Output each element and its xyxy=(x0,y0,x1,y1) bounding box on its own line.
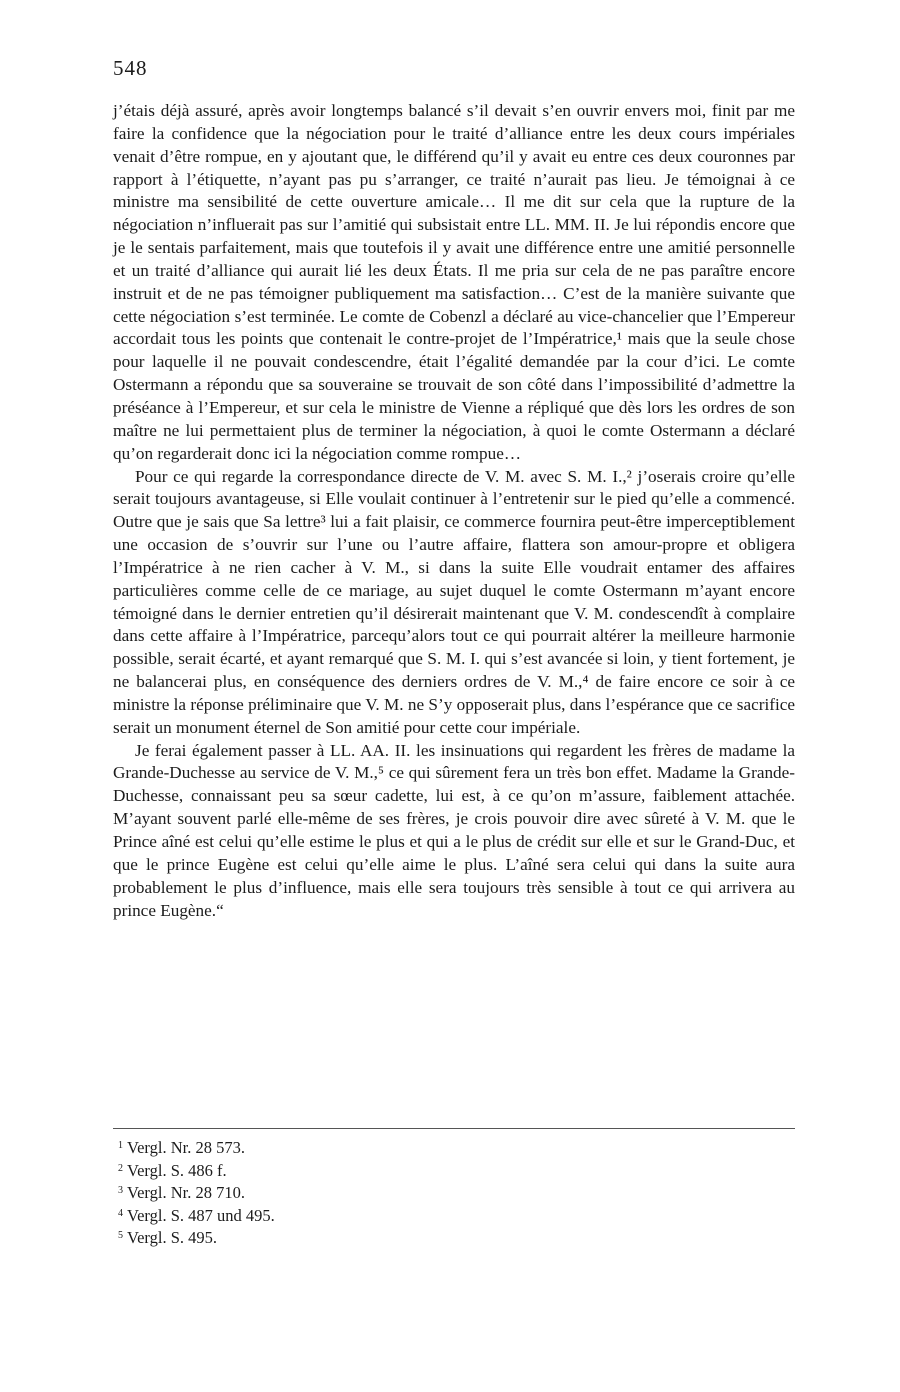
footnote-text: Vergl. S. 486 f. xyxy=(127,1160,227,1180)
footnote-mark: 1 xyxy=(118,1140,123,1151)
footnote-mark: 3 xyxy=(118,1185,123,1196)
footnote xyxy=(118,1204,275,1227)
paragraph: Pour ce qui regarde la correspondance directe de V. M. avec S. M. I.,² j’oserais croire qu’elle serait toujours avantageuse, si Elle voulait continuer à l’entretenir sur le pied qu’elle a commencé. Outre que je sais que Sa lettre³ lui a fait plaisir, ce commerce fournira peut-être imperceptiblement une occasion de s’ouvrir sur l’une ou l’autre affaire, flattera son amour-propre et obligera l’Impératrice à ne rien cacher à V. M., si dans la suite Elle voudrait entamer des affaires particulières comme celle de ce mariage, au sujet duquel le comte Ostermann m’ayant encore témoigné dans le dernier entretien qu’il désirerait maintenant que V. M. condescendît à complaire dans cette affaire à l’Impératrice, parcequ’alors tout ce qui pourrait altérer la meilleure harmonie possible, serait écarté, et ayant remarqué que S. M. I. qui s’est avancée si loin, y tient fortement, je ne balancerai plus, en conséquence des derniers ordres de V. M.,⁴ de faire encore ce soir à ce ministre la réponse préliminaire que V. M. ne S’y opposerait plus, dans l’espérance que ce sacrifice serait un monument éternel de Son amitié pour cette cour impériale. xyxy=(113,466,795,737)
footnote-text: Vergl. S. 487 und 495. xyxy=(127,1205,275,1225)
page-number: 548 xyxy=(113,56,148,80)
paragraph: j’étais déjà assuré, après avoir longtemps balancé s’il devait s’en ouvrir envers moi, finit par me faire la confidence que la négociation pour le traité d’alliance entre les deux cours impériales venait d’être rompue, en y ajoutant que, le différend qu’il y avait eu entre ces deux couronnes par rapport à l’étiquette, n’ayant pas pu s’arranger, ce traité n’aurait pas lieu. Je témoignai à ce ministre ma sensibilité de cette ouverture amicale… Il me dit sur cela que la rupture de la négociation n’influerait pas sur l’amitié qui subsistait entre LL. MM. II. Je lui répondis encore que je le sentais parfaitement, mais que toutefois il y avait une différence entre une amitié personnelle et un traité d’alliance qui aurait lié les deux États. Il me pria sur cela de ne pas paraître encore instruit et de ne pas témoigner publiquement ma satisfaction… C’est de la manière suivante que cette négociation s’est terminée. Le comte de Cobenzl a déclaré au vice-chancelier que l’Empereur accordait tous les points que contenait le contre-projet de l’Impératrice,¹ mais que la seule chose pour laquelle il ne pouvait condescendre, était l’égalité demandée par la cour d’ici. Le comte Ostermann a répondu que sa souveraine se trouvait de son côté dans l’impossibilité d’admettre la préséance à l’Empereur, et sur cela le ministre de Vienne a répliqué que dès lors les ordres de son maître ne lui permettaient plus de terminer la négociation, à quoi le comte Ostermann a déclaré qu’on regarderait donc ici la négociation comme rompue… xyxy=(113,101,795,463)
footnote-text: Vergl. Nr. 28 710. xyxy=(127,1183,245,1202)
footnote xyxy=(118,1159,275,1182)
footnote xyxy=(118,1136,275,1159)
footnotes xyxy=(118,1136,275,1249)
footnote-mark: 5 xyxy=(118,1230,123,1241)
footnote xyxy=(118,1181,275,1204)
footnote-mark: 2 xyxy=(118,1162,123,1174)
footnote-text: Vergl. Nr. 28 573. xyxy=(127,1138,245,1157)
footnote-mark: 4 xyxy=(118,1207,123,1219)
footnote-text: Vergl. S. 495. xyxy=(127,1228,217,1247)
body-text xyxy=(113,100,795,922)
footnote-separator xyxy=(113,1128,795,1129)
footnote xyxy=(118,1226,275,1249)
paragraph: Je ferai également passer à LL. AA. II. les insinuations qui regardent les frères de madame la Grande-Duchesse au service de V. M.,⁵ ce qui sûrement fera un très bon effet. Madame la Grande-Duchesse, connaissant peu sa sœur cadette, lui est, à ce qu’on m’assure, faiblement attachée. M’ayant souvent parlé elle-même de ses frères, je crois pouvoir dire avec sûreté à V. M. que le Prince aîné est celui qu’elle estime le plus et qui a le plus de crédit sur elle et sur le Grand-Duc, et que le prince Eugène est celui qu’elle aime le plus. L’aîné sera celui qui dans la suite aura probablement le plus d’influence, mais elle sera toujours très sensible à tout ce qui arrivera au prince Eugène.“ xyxy=(113,740,795,920)
